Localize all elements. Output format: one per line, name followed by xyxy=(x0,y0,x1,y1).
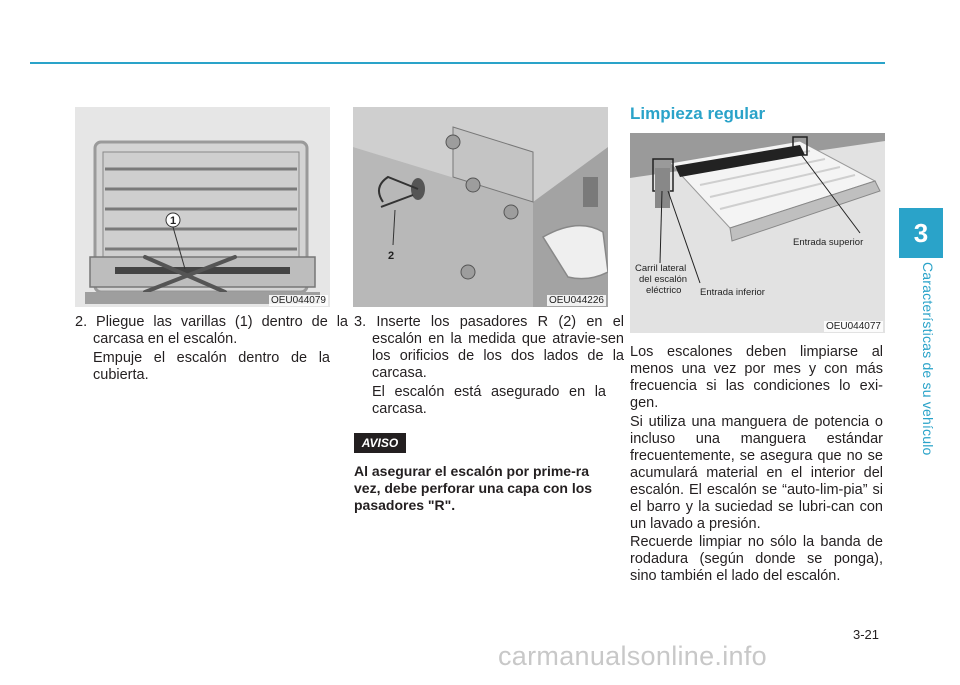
page-number: 3-21 xyxy=(853,627,880,642)
figure-folded-step xyxy=(75,107,330,307)
label-upper-inlet: Entrada superior xyxy=(793,237,864,248)
figure-r-pins xyxy=(353,107,608,307)
label-side-rail-2: del escalón xyxy=(639,274,688,285)
step-3-text: 3. Inserte los pasadores R (2) en el escalón en la medida que atravie-sen los orificios de los dos lados de la carcasa. xyxy=(354,314,624,381)
label-side-rail-3: eléctrico xyxy=(646,285,682,296)
chapter-title: Características de su vehículo xyxy=(920,262,936,456)
figure-code: OEU044077 xyxy=(825,321,881,332)
chapter-tab[interactable]: 3 xyxy=(899,208,943,258)
step-cleaning-illustration xyxy=(630,133,885,333)
callout-pin-number: 2 xyxy=(388,250,395,262)
notice-text: Al asegurar el escalón por prime-ra vez, debe perforar una capa con los pasadores "R". xyxy=(354,463,593,513)
callout-rods-number: 1 xyxy=(170,215,177,227)
folded-step-illustration xyxy=(75,107,330,307)
label-side-rail-1: Carril lateral xyxy=(635,263,687,274)
cleaning-paragraph-1: Los escalones deben limpiarse al menos una vez por mes y con más frecuencia si las condiciones lo exi-gen. xyxy=(630,344,883,411)
cleaning-paragraph-3: Recuerde limpiar no sólo la banda de rodadura (según donde se ponga), sino también el lado del escalón. xyxy=(630,534,883,584)
label-lower-inlet: Entrada inferior xyxy=(700,287,765,298)
figure-code: OEU044226 xyxy=(548,295,604,306)
notice-badge: AVISO xyxy=(354,433,406,453)
section-heading: Limpieza regular xyxy=(630,104,766,123)
cleaning-paragraph-2: Si utiliza una manguera de potencia o incluso una manguera estándar frecuentemente, se asegura que no se acumulará material en el interior del escalón. El escalón se “auto-lim-pia” si el barro y la suciedad se lubri-can con un lavado a presión. xyxy=(630,414,883,532)
header-rule xyxy=(30,62,885,64)
r-pin-illustration xyxy=(353,107,608,307)
step-2-text: 2. Pliegue las varillas (1) dentro de la carcasa en el escalón. xyxy=(75,314,348,347)
step-3-continuation: El escalón está asegurado en la carcasa. xyxy=(372,384,606,417)
figure-code: OEU044079 xyxy=(270,295,326,306)
step-2-continuation: Empuje el escalón dentro de la cubierta. xyxy=(93,350,330,383)
figure-cleaning-points xyxy=(630,133,885,333)
watermark: carmanualsonline.info xyxy=(498,641,767,671)
